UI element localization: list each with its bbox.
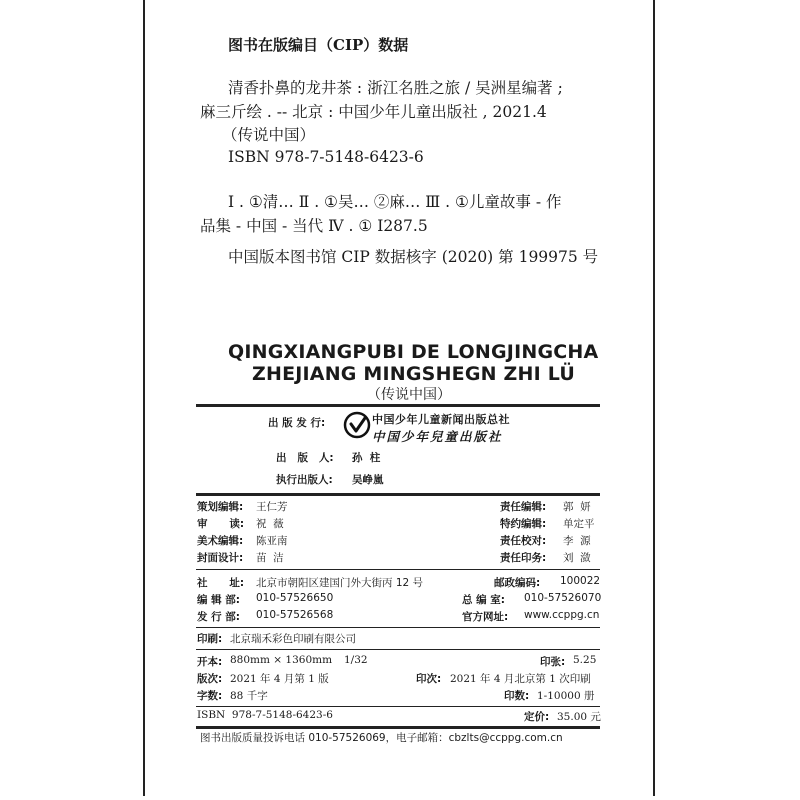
fold-value: 1/32 <box>344 654 368 666</box>
sheets-value: 5.25 <box>573 654 597 666</box>
staff-left-label-2: 审 读: <box>197 518 245 530</box>
cip-line-3: （传说中国） <box>222 126 316 144</box>
staff-left-value-1: 王仁芳 <box>256 501 288 513</box>
editorial-phone: 010-57526650 <box>256 592 334 604</box>
staff-right-value-1: 郭 妍 <box>563 501 591 513</box>
editorial-label: 编 辑 部: <box>197 594 241 606</box>
exec-publisher-name: 吴峥嵐 <box>352 474 384 486</box>
edition-value: 2021 年 4 月第 1 版 <box>230 673 329 685</box>
impression-value: 2021 年 4 月北京第 1 次印刷 <box>450 673 591 685</box>
cip-line-1: 清香扑鼻的龙井茶 : 浙江名胜之旅 / 吴洲星编著 ; <box>228 79 563 97</box>
price-value: 35.00 元 <box>557 711 601 723</box>
publisher-divider <box>196 493 600 496</box>
edition-label: 版次: <box>197 673 223 685</box>
staff-right-value-3: 李 源 <box>563 535 591 547</box>
cip-classification-2: 品集 - 中国 - 当代 Ⅳ . ① I287.5 <box>200 217 428 235</box>
spec-divider <box>196 706 600 707</box>
pinyin-title-2: ZHEJIANG MINGSHEGN ZHI LÜ <box>252 363 575 385</box>
words-label: 字数: <box>197 690 223 702</box>
staff-right-label-1: 责任编辑: <box>500 501 547 513</box>
publisher-group-name: 中国少年儿童新闻出版总社 <box>372 413 510 426</box>
address-value: 北京市朝阳区建国门外大街丙 12 号 <box>256 577 424 589</box>
title-divider <box>196 404 600 407</box>
isbn-value: ISBN 978-7-5148-6423-6 <box>197 709 333 721</box>
price-label: 定价: <box>524 711 550 723</box>
pinyin-title-1: QINGXIANGPUBI DE LONGJINGCHA <box>228 341 599 363</box>
staff-divider <box>196 569 600 570</box>
staff-left-label-1: 策划编辑: <box>197 501 244 513</box>
printer-label: 印刷: <box>197 633 223 645</box>
staff-left-value-3: 陈亚南 <box>256 535 288 547</box>
staff-left-value-4: 苗 洁 <box>256 552 284 564</box>
impression-label: 印次: <box>416 673 442 685</box>
cip-classification-1: Ⅰ . ①清… Ⅱ . ①吴… ②麻… Ⅲ . ①儿童故事 - 作 <box>228 193 562 211</box>
staff-right-label-2: 特约编辑: <box>500 518 547 530</box>
staff-right-label-3: 责任校对: <box>500 535 547 547</box>
publisher-label: 出 版 人: <box>276 452 334 464</box>
staff-left-label-3: 美术编辑: <box>197 535 244 547</box>
office-label: 总 编 室: <box>462 594 506 606</box>
complaint-contact: 图书出版质量投诉电话 010-57526069，电子邮箱：cbzlts@ccppg.com.cn <box>200 732 563 744</box>
copies-value: 1-10000 册 <box>537 690 595 702</box>
issue-label: 出 版 发 行: <box>268 417 326 429</box>
website-value: www.ccppg.cn <box>524 609 600 621</box>
sales-label: 发 行 部: <box>197 611 241 623</box>
format-value: 880mm × 1360mm <box>230 654 333 666</box>
staff-right-value-2: 单定平 <box>563 518 595 530</box>
sheets-label: 印张: <box>540 656 566 668</box>
contact-divider <box>196 627 600 628</box>
address-label: 社 址: <box>197 577 245 589</box>
words-value: 88 千字 <box>230 690 268 702</box>
format-label: 开本: <box>197 656 223 668</box>
exec-publisher-label: 执行出版人: <box>276 474 333 486</box>
cip-heading: 图书在版编目（CIP）数据 <box>228 36 409 54</box>
publisher-logo-icon <box>343 411 371 439</box>
publisher-name: 孙 柱 <box>352 452 381 464</box>
footer-divider <box>196 726 600 729</box>
staff-right-label-4: 责任印务: <box>500 552 547 564</box>
series-name: （传说中国） <box>367 387 451 403</box>
zip-value: 100022 <box>560 575 601 587</box>
sales-phone: 010-57526568 <box>256 609 334 621</box>
publisher-house-name: 中国少年兒童出版社 <box>372 429 503 444</box>
cip-line-2: 麻三斤绘 . -- 北京 : 中国少年儿童出版社 , 2021.4 <box>200 103 547 121</box>
cip-isbn: ISBN 978-7-5148-6423-6 <box>228 148 424 166</box>
copies-label: 印数: <box>504 690 530 702</box>
zip-label: 邮政编码: <box>494 577 541 589</box>
printer-divider <box>196 649 600 650</box>
staff-left-label-4: 封面设计: <box>197 552 244 564</box>
cip-record-number: 中国版本图书馆 CIP 数据核字 (2020) 第 199975 号 <box>228 248 599 266</box>
staff-right-value-4: 刘 潋 <box>563 552 591 564</box>
staff-left-value-2: 祝 薇 <box>256 518 284 530</box>
website-label: 官方网址: <box>462 611 509 623</box>
printer-value: 北京瑞禾彩色印刷有限公司 <box>230 633 356 645</box>
office-phone: 010-57526070 <box>524 592 602 604</box>
